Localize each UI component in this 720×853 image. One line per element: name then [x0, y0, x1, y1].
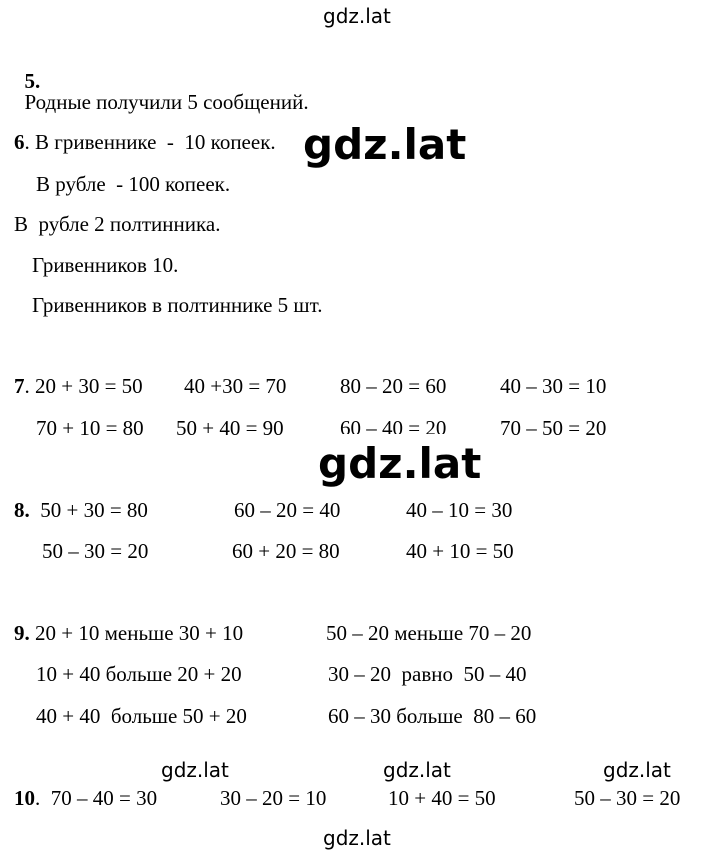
- task-9-expr-1: 9. 20 + 10 меньше 30 + 10: [14, 621, 244, 645]
- task-10-expr-2: 30 – 20 = 10: [220, 786, 327, 810]
- task-10-expr-3: 10 + 40 = 50: [388, 786, 496, 810]
- task-7-expr-1: 7. 20 + 30 = 50: [14, 374, 143, 398]
- watermark-bottom: gdz.lat: [323, 826, 391, 850]
- task-text: . В гривеннике - 10 копеек.: [24, 130, 276, 154]
- task-8-expr-4: 50 – 30 = 20: [42, 539, 149, 563]
- task-10-expr-1: 10. 70 – 40 = 30: [14, 786, 158, 810]
- task-6-line-3: В рубле 2 полтинника.: [14, 212, 221, 236]
- task-number: 8.: [14, 498, 30, 522]
- task-7-expr-3: 80 – 20 = 60: [340, 374, 447, 398]
- task-8-expr-1: 8. 50 + 30 = 80: [14, 498, 148, 522]
- task-7-expr-5: 70 + 10 = 80: [36, 416, 144, 440]
- task-7-expr-7: 60 – 40 = 20: [340, 418, 447, 434]
- task-text: Родные получили 5 сообщений.: [24, 90, 309, 114]
- watermark-small-1: gdz.lat: [161, 758, 229, 782]
- task-10-expr-4: 50 – 30 = 20: [574, 786, 681, 810]
- task-8-expr-2: 60 – 20 = 40: [234, 498, 341, 522]
- task-7-expr-8: 70 – 50 = 20: [500, 416, 607, 440]
- watermark-large-1: gdz.lat: [303, 120, 467, 169]
- task-7-expr-6: 50 + 40 = 90: [176, 416, 284, 440]
- task-6-line-4: Гривенников 10.: [32, 253, 179, 277]
- task-8-expr-6: 40 + 10 = 50: [406, 539, 514, 563]
- task-number: 7: [14, 374, 25, 398]
- task-7-expr-4: 40 – 30 = 10: [500, 374, 607, 398]
- watermark-large-2: gdz.lat: [318, 439, 482, 488]
- watermark-top: gdz.lat: [323, 4, 391, 28]
- task-6-line-1: [14, 132, 276, 153]
- task-9-expr-2: 50 – 20 меньше 70 – 20: [326, 621, 532, 645]
- task-number: 6: [14, 130, 25, 154]
- task-9-expr-4: 30 – 20 равно 50 – 40: [328, 662, 527, 686]
- task-number: 5.: [24, 69, 41, 93]
- task-6-line-2: В рубле - 100 копеек.: [36, 172, 231, 196]
- task-9-expr-6: 60 – 30 больше 80 – 60: [328, 704, 537, 728]
- task-6-line-5: Гривенников в полтиннике 5 шт.: [32, 293, 323, 317]
- task-number: 9.: [14, 621, 30, 645]
- task-8-expr-3: 40 – 10 = 30: [406, 498, 513, 522]
- watermark-small-3: gdz.lat: [603, 758, 671, 782]
- task-8-expr-5: 60 + 20 = 80: [232, 539, 340, 563]
- task-9-expr-5: 40 + 40 больше 50 + 20: [36, 704, 247, 728]
- task-number: 10: [14, 786, 35, 810]
- task-9-expr-3: 10 + 40 больше 20 + 20: [36, 662, 242, 686]
- task-7-expr-2: 40 +30 = 70: [184, 374, 287, 398]
- task-5: [14, 50, 309, 113]
- watermark-small-2: gdz.lat: [383, 758, 451, 782]
